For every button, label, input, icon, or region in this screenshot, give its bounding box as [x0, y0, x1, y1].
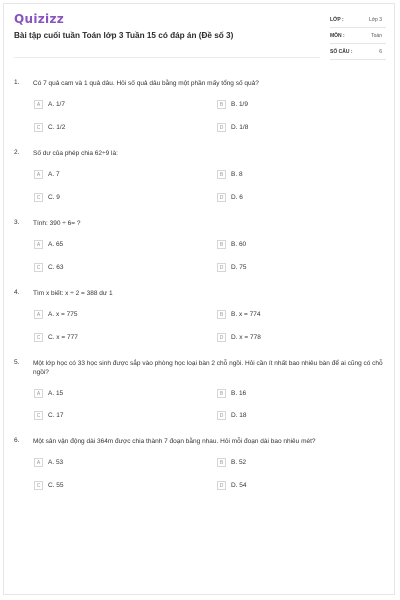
option-letter-box: D — [217, 263, 226, 272]
option-text: B. 52 — [231, 459, 247, 466]
question-number: 5. — [14, 359, 20, 366]
option-text: A. 1/7 — [48, 101, 65, 108]
option-d[interactable] — [217, 123, 248, 132]
option-letter-box: C — [34, 263, 43, 272]
option-a[interactable] — [34, 310, 77, 319]
option-letter-box: B — [217, 458, 226, 467]
option-text: A. 15 — [48, 390, 64, 397]
quizizz-logo: Quizizz — [14, 12, 65, 26]
option-letter-box: B — [217, 170, 226, 179]
option-letter-box: D — [217, 333, 226, 342]
option-letter-box: D — [217, 193, 226, 202]
meta-row-class — [330, 12, 386, 28]
option-text: A. 65 — [48, 241, 64, 248]
option-text: C. 1/2 — [48, 124, 66, 131]
option-b[interactable] — [217, 310, 260, 319]
option-b[interactable] — [217, 458, 246, 467]
option-d[interactable] — [217, 263, 247, 272]
option-text: D. 75 — [231, 264, 247, 271]
question-number: 3. — [14, 219, 20, 226]
option-text: C. x = 777 — [48, 334, 78, 341]
option-text: B. x = 774 — [231, 311, 261, 318]
option-text: B. 60 — [231, 241, 247, 248]
question-number: 1. — [14, 79, 20, 86]
option-text: C. 55 — [48, 482, 64, 489]
option-letter-box: C — [34, 481, 43, 490]
option-letter-box: A — [34, 240, 43, 249]
option-text: D. x = 778 — [231, 334, 261, 341]
option-c[interactable] — [34, 123, 65, 132]
worksheet-header — [14, 12, 386, 62]
option-a[interactable] — [34, 100, 65, 109]
meta-row-subject — [330, 28, 386, 44]
meta-label: LỚP : — [330, 16, 344, 23]
option-b[interactable] — [217, 100, 248, 109]
question-text: Tính: 390 ÷ 6= ? — [33, 220, 81, 227]
option-b[interactable] — [217, 240, 246, 249]
question-text: Một lớp học có 33 học sinh được sắp vào phòng học loại bàn 2 chỗ ngồi. Hỏi cần ít nhất bao nhiêu bàn để ai cũng có chỗ ngồi? — [33, 360, 383, 376]
question-text: Một sân vận động dài 364m được chia thành 7 đoạn bằng nhau. Hỏi mỗi đoạn dài bao nhiêu mét? — [33, 438, 316, 445]
question-text: Có 7 quả cam và 1 quả dâu. Hỏi số quả dâu bằng một phần mấy tổng số quả? — [33, 80, 259, 87]
option-c[interactable] — [34, 411, 64, 420]
option-d[interactable] — [217, 481, 247, 490]
option-letter-box: C — [34, 333, 43, 342]
question-number: 4. — [14, 289, 20, 296]
option-a[interactable] — [34, 240, 63, 249]
option-letter-box: A — [34, 310, 43, 319]
meta-label: MÔN : — [330, 32, 345, 39]
option-letter-box: D — [217, 481, 226, 490]
option-letter-box: D — [217, 411, 226, 420]
option-c[interactable] — [34, 263, 64, 272]
option-text: A. 53 — [48, 459, 64, 466]
option-letter-box: C — [34, 193, 43, 202]
option-b[interactable] — [217, 170, 243, 179]
meta-value: 6 — [379, 48, 382, 55]
option-letter-box: B — [217, 389, 226, 398]
option-letter-box: A — [34, 100, 43, 109]
option-c[interactable] — [34, 333, 78, 342]
option-letter-box: B — [217, 100, 226, 109]
question-number: 6. — [14, 437, 20, 444]
option-text: B. 16 — [231, 390, 247, 397]
option-text: A. x = 775 — [48, 311, 78, 318]
option-a[interactable] — [34, 389, 63, 398]
option-text: D. 18 — [231, 412, 247, 419]
meta-table — [330, 12, 386, 60]
worksheet-title: Bài tập cuối tuần Toán lớp 3 Tuần 15 có đáp án (Đề số 3) — [14, 31, 234, 40]
meta-value: Lớp 3 — [368, 16, 382, 23]
option-d[interactable] — [217, 411, 247, 420]
option-text: D. 54 — [231, 482, 247, 489]
option-text: D. 1/8 — [231, 124, 249, 131]
option-d[interactable] — [217, 333, 261, 342]
meta-row-count — [330, 44, 386, 60]
question-text: Số dư của phép chia 62÷9 là: — [33, 150, 118, 157]
option-letter-box: B — [217, 310, 226, 319]
option-c[interactable] — [34, 193, 60, 202]
option-letter-box: B — [217, 240, 226, 249]
option-a[interactable] — [34, 170, 60, 179]
meta-value: Toán — [371, 32, 382, 39]
page-frame — [3, 3, 395, 595]
option-d[interactable] — [217, 193, 243, 202]
option-text: B. 1/9 — [231, 101, 248, 108]
header-divider — [14, 57, 320, 58]
option-text: C. 17 — [48, 412, 64, 419]
option-a[interactable] — [34, 458, 63, 467]
option-text: B. 8 — [231, 171, 243, 178]
option-text: C. 9 — [48, 194, 60, 201]
option-letter-box: D — [217, 123, 226, 132]
option-b[interactable] — [217, 389, 246, 398]
option-text: D. 6 — [231, 194, 243, 201]
option-text: A. 7 — [48, 171, 60, 178]
question-text: Tìm x biết: x ÷ 2 = 388 dư 1 — [33, 290, 113, 297]
question-number: 2. — [14, 149, 20, 156]
option-letter-box: C — [34, 411, 43, 420]
option-text: C. 63 — [48, 264, 64, 271]
option-letter-box: A — [34, 458, 43, 467]
option-letter-box: A — [34, 170, 43, 179]
option-c[interactable] — [34, 481, 64, 490]
option-letter-box: C — [34, 123, 43, 132]
meta-label: SỐ CÂU : — [330, 48, 353, 55]
option-letter-box: A — [34, 389, 43, 398]
